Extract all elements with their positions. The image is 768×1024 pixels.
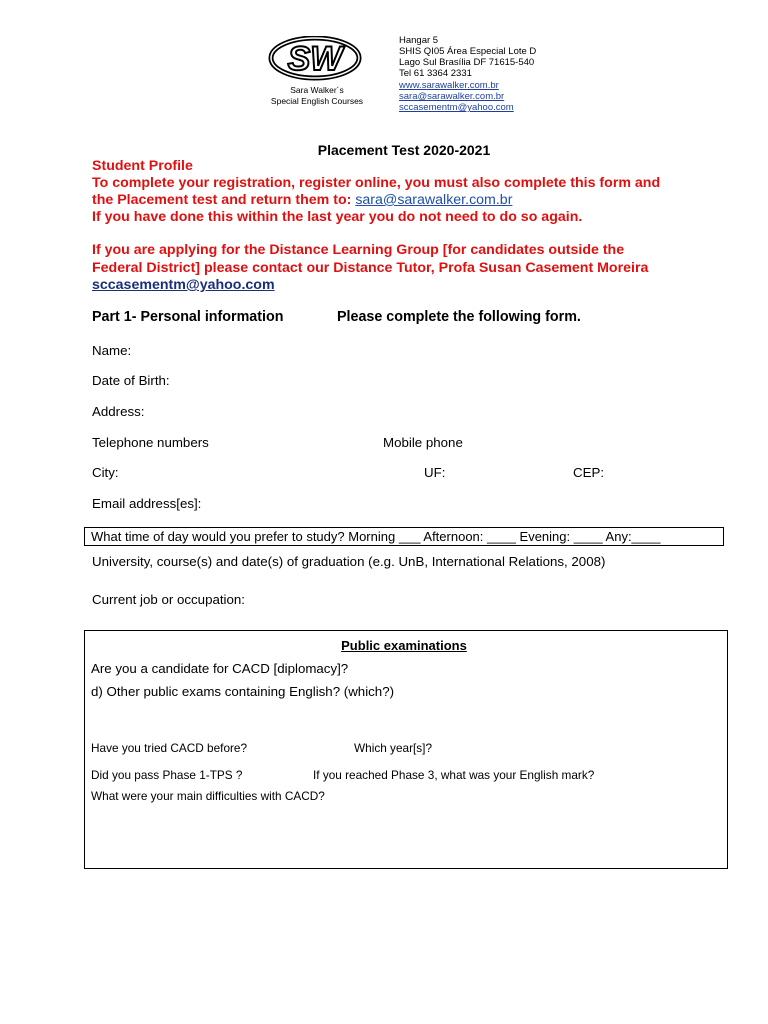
logo-monogram: SW xyxy=(287,40,343,78)
uf-label: UF: xyxy=(424,465,446,480)
notice-line5: Federal District] please contact our Distance Tutor, Profa Susan Casement Moreira xyxy=(92,260,649,276)
address-line3: Lago Sul Brasília DF 71615-540 xyxy=(399,57,535,68)
dob-label: Date of Birth: xyxy=(92,373,170,388)
public-exams-heading: Public examinations xyxy=(341,638,467,653)
logo-caption-line1: Sara Walker´s xyxy=(290,85,344,95)
address-line2: SHIS QI05 Área Especial Lote D xyxy=(399,46,537,57)
university-label: University, course(s) and date(s) of graduation (e.g. UnB, International Relations, 2008) xyxy=(92,554,606,569)
website-link[interactable]: www.sarawalker.com.br xyxy=(399,80,499,91)
return-email-link[interactable]: sara@sarawalker.com.br xyxy=(355,192,513,208)
which-years-question: Which year[s]? xyxy=(354,741,433,755)
part1-instruction: Please complete the following form. xyxy=(337,309,581,325)
cep-label: CEP: xyxy=(573,465,605,480)
mobile-label: Mobile phone xyxy=(383,435,463,450)
city-label: City: xyxy=(92,465,119,480)
address-phone: Tel 61 3364 2331 xyxy=(399,68,472,79)
address-label: Address: xyxy=(92,404,145,419)
logo-caption-line2: Special English Courses xyxy=(270,96,364,106)
study-time-question: What time of day would you prefer to study? Morning ___ Afternoon: ____ Evening: ____ Any:____ xyxy=(91,529,661,544)
phase1-question: Did you pass Phase 1-TPS ? xyxy=(91,768,243,782)
difficulties-question: What were your main difficulties with CACD? xyxy=(91,789,325,803)
email-link-sccasementm[interactable]: sccasementm@yahoo.com xyxy=(399,102,514,113)
student-profile-heading: Student Profile xyxy=(92,158,193,174)
telephone-label: Telephone numbers xyxy=(92,435,209,450)
other-exams-question: d) Other public exams containing English? (which?) xyxy=(91,684,395,699)
distance-tutor-email-link[interactable]: sccasementm@yahoo.com xyxy=(92,277,275,293)
email-link-sara[interactable]: sara@sarawalker.com.br xyxy=(399,91,505,102)
notice-line2: the Placement test and return them to: sara@sarawalker.com.br xyxy=(92,192,513,208)
address-line1: Hangar 5 xyxy=(399,35,439,46)
phase3-mark-question: If you reached Phase 3, what was your English mark? xyxy=(313,768,595,782)
notice-line4: If you are applying for the Distance Learning Group [for candidates outside the xyxy=(92,242,625,258)
job-label: Current job or occupation: xyxy=(92,592,245,607)
notice-line1: To complete your registration, register online, you must also complete this form and xyxy=(92,175,661,191)
part1-heading: Part 1- Personal information xyxy=(92,309,284,325)
page-title: Placement Test 2020-2021 xyxy=(317,142,491,158)
cacd-candidate-question: Are you a candidate for CACD [diplomacy]? xyxy=(91,661,349,676)
name-label: Name: xyxy=(92,343,132,358)
notice-line3: If you have done this within the last year you do not need to do so again. xyxy=(92,209,583,225)
tried-cacd-question: Have you tried CACD before? xyxy=(91,741,248,755)
email-label: Email address[es]: xyxy=(92,496,202,511)
